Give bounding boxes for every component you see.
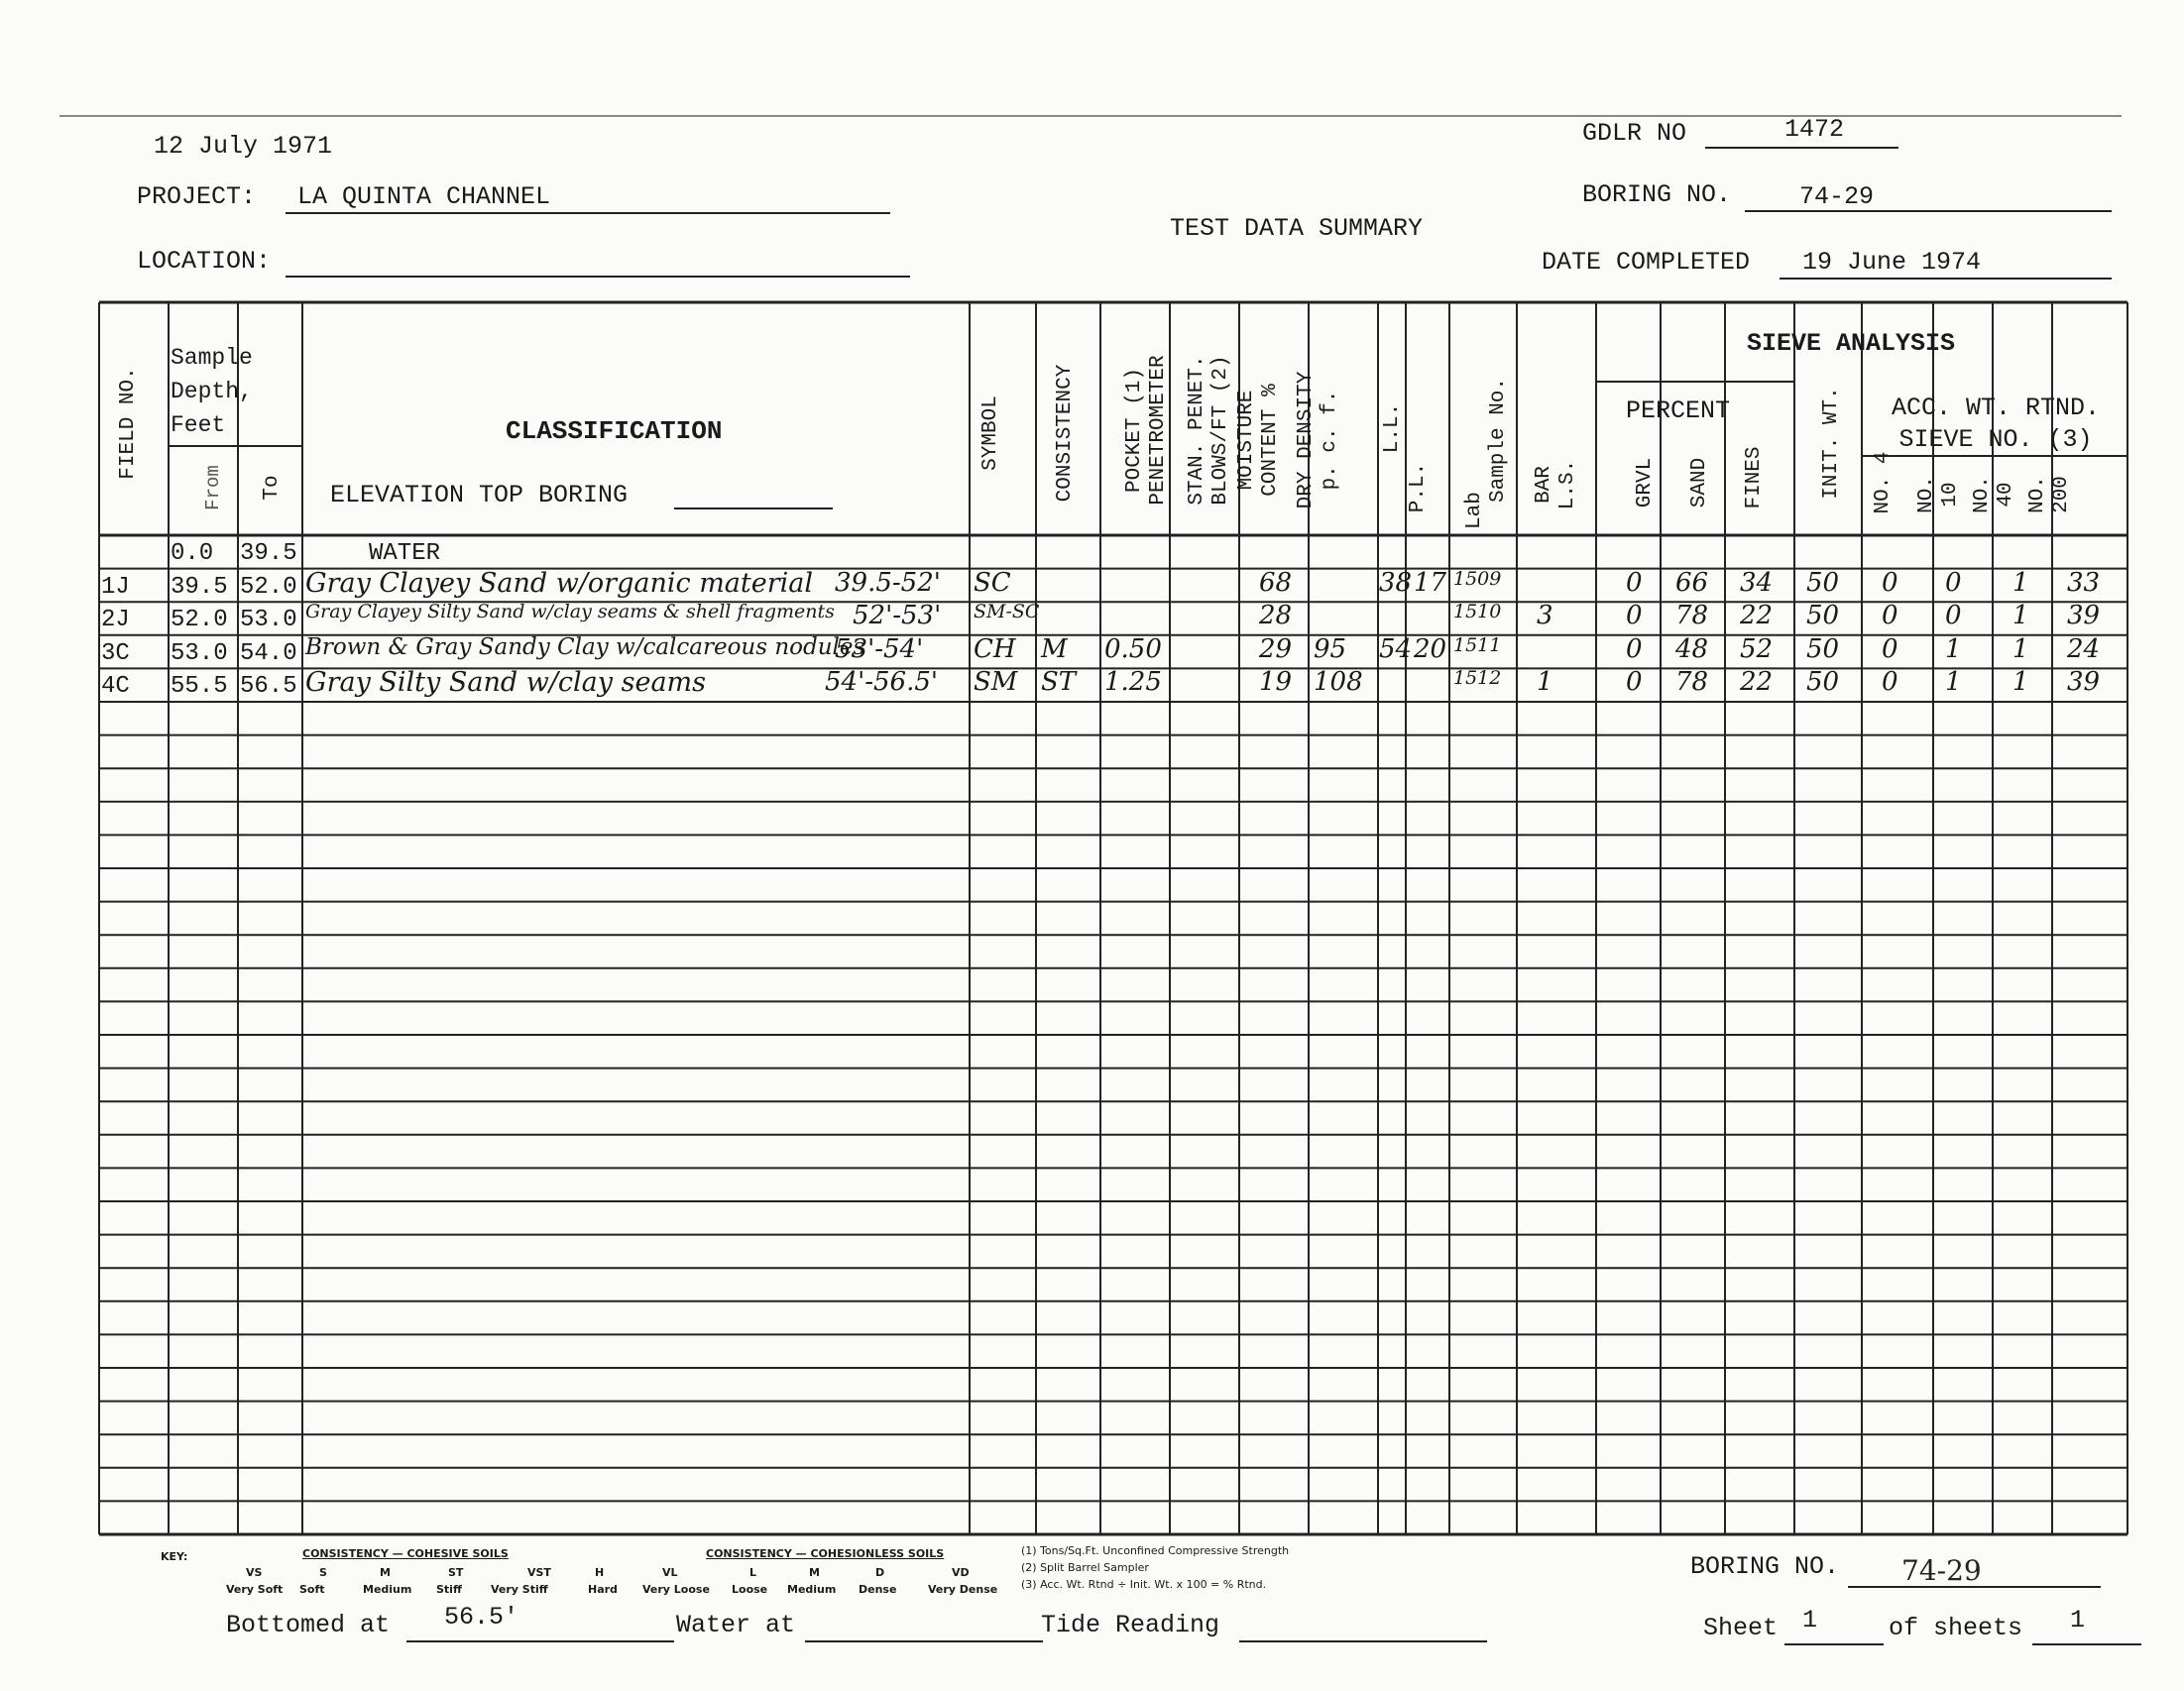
- col-fines: FINES: [1743, 446, 1766, 509]
- col-dry-density: DRY DENSITY p. c. f.: [1295, 371, 1341, 509]
- fines-cell: 22: [1740, 601, 1774, 631]
- col-field-no: FIELD NO.: [117, 367, 140, 480]
- dry-density-cell: 95: [1314, 633, 1347, 664]
- no200-cell: 24: [2067, 633, 2101, 664]
- key-entry: M: [809, 1566, 820, 1579]
- no40-cell: 1: [2012, 567, 2029, 598]
- moisture-cell: 29: [1259, 633, 1293, 664]
- ll-cell: 38: [1379, 567, 1413, 598]
- field-no-cell: 2J: [101, 607, 130, 634]
- pocket-pen-cell: 0.50: [1104, 633, 1162, 664]
- ll-cell: 54: [1379, 633, 1413, 664]
- of-sheets-underline: [2032, 1643, 2141, 1645]
- project-value: LA QUINTA CHANNEL: [297, 182, 551, 211]
- of-sheets-value: 1: [2070, 1606, 2086, 1635]
- bottomed-label: Bottomed at: [226, 1611, 391, 1639]
- gdlr-value: 1472: [1784, 115, 1845, 144]
- col-pocket-penetrometer: POCKET (1) PENETROMETER: [1123, 355, 1170, 506]
- classification-depth-note: 54'-56.5': [825, 667, 939, 698]
- col-percent: PERCENT: [1626, 396, 1731, 425]
- note-1: (1) Tons/Sq.Ft. Unconfined Compressive Strength: [1021, 1544, 1290, 1557]
- no4-cell: 0: [1882, 567, 1898, 598]
- footer-boring-value: 74-29: [1901, 1554, 1982, 1587]
- no40-cell: 1: [2012, 601, 2029, 631]
- sand-cell: 78: [1675, 601, 1709, 631]
- symbol-cell: SM-SC: [974, 601, 1040, 623]
- col-lab-sample: Lab Sample No.: [1463, 377, 1510, 529]
- pl-cell: 20: [1414, 633, 1447, 664]
- sheet-underline: [1784, 1643, 1884, 1645]
- depth-from-cell: 53.0: [171, 639, 228, 667]
- col-sieve-analysis: SIEVE ANALYSIS: [1747, 329, 1956, 358]
- pl-cell: 17: [1414, 567, 1447, 598]
- no200-cell: 39: [2067, 601, 2101, 631]
- classification-cell: Gray Clayey Silty Sand w/clay seams & shell fragments: [305, 601, 835, 623]
- date-completed-label: DATE COMPLETED: [1542, 248, 1751, 277]
- sand-cell: 78: [1675, 667, 1709, 698]
- moisture-cell: 28: [1259, 601, 1293, 631]
- depth-from-cell: 39.5: [171, 573, 228, 601]
- col-pl: P.L.: [1407, 462, 1430, 513]
- dry-density-cell: 108: [1314, 667, 1363, 698]
- document-title: TEST DATA SUMMARY: [1170, 214, 1424, 243]
- no4-cell: 0: [1882, 633, 1898, 664]
- col-from: From: [202, 465, 224, 510]
- key-entry: ST: [448, 1566, 464, 1579]
- col-no40: NO. 40: [1971, 476, 2017, 513]
- key-entry: Loose: [732, 1583, 768, 1596]
- no10-cell: 0: [1945, 601, 1962, 631]
- fines-cell: 52: [1740, 633, 1774, 664]
- key-entry: S: [319, 1566, 327, 1579]
- col-no10: NO. 10: [1915, 476, 1962, 513]
- cohesionless-title: CONSISTENCY — COHESIONLESS SOILS: [706, 1547, 945, 1560]
- col-no4: NO. 4: [1872, 451, 1895, 514]
- of-sheets-label: of sheets: [1889, 1614, 2023, 1642]
- key-entry: D: [875, 1566, 885, 1579]
- symbol-cell: SM: [974, 667, 1018, 698]
- symbol-cell: SC: [974, 567, 1011, 598]
- fines-cell: 34: [1740, 567, 1774, 598]
- field-no-cell: 4C: [101, 673, 130, 701]
- key-entry: Stiff: [436, 1583, 462, 1596]
- key-entry: L: [749, 1566, 757, 1579]
- key-entry: VST: [527, 1566, 551, 1579]
- col-init-wt: INIT. WT.: [1820, 387, 1843, 500]
- key-entry: Hard: [588, 1583, 618, 1596]
- col-sand: SAND: [1688, 457, 1711, 508]
- tide-label: Tide Reading: [1041, 1611, 1220, 1639]
- init-wt-cell: 50: [1806, 567, 1840, 598]
- depth-to-cell: 54.0: [240, 639, 297, 667]
- init-wt-cell: 50: [1806, 667, 1840, 698]
- col-to: To: [261, 475, 284, 501]
- location-label: LOCATION:: [137, 247, 272, 276]
- grvl-cell: 0: [1626, 633, 1643, 664]
- footer-boring-underline: [1848, 1586, 2101, 1588]
- key-entry: VL: [662, 1566, 678, 1579]
- no4-cell: 0: [1882, 601, 1898, 631]
- no200-cell: 33: [2067, 567, 2101, 598]
- lab-sample-cell: 1509: [1453, 567, 1502, 590]
- key-entry: Medium: [787, 1583, 837, 1596]
- key-label: KEY:: [161, 1550, 188, 1563]
- note-2: (2) Split Barrel Sampler: [1021, 1561, 1149, 1574]
- fines-cell: 22: [1740, 667, 1774, 698]
- sheet-label: Sheet: [1703, 1614, 1779, 1642]
- classification-depth-note: 53'-54': [835, 633, 924, 664]
- col-moisture: MOISTURE CONTENT %: [1235, 384, 1282, 497]
- grvl-cell: 0: [1626, 601, 1643, 631]
- boring-value: 74-29: [1799, 182, 1875, 211]
- note-3: (3) Acc. Wt. Rtnd ÷ Init. Wt. x 100 = % Rtnd.: [1021, 1578, 1267, 1591]
- depth-to-cell: 53.0: [240, 607, 297, 634]
- col-consistency: CONSISTENCY: [1054, 364, 1077, 503]
- key-entry: Very Stiff: [491, 1583, 548, 1596]
- bottomed-underline: [406, 1640, 674, 1642]
- classification-depth-note: 39.5-52': [835, 567, 941, 598]
- depth-from-cell: 0.0: [171, 540, 214, 567]
- no40-cell: 1: [2012, 633, 2029, 664]
- sand-cell: 66: [1675, 567, 1709, 598]
- field-no-cell: 1J: [101, 573, 130, 601]
- key-entry: VS: [246, 1566, 263, 1579]
- classification-cell: Gray Silty Sand w/clay seams: [305, 667, 706, 699]
- no40-cell: 1: [2012, 667, 2029, 698]
- classification-cell: WATER: [369, 540, 441, 567]
- init-wt-cell: 50: [1806, 633, 1840, 664]
- date-completed-value: 19 June 1974: [1802, 248, 1982, 277]
- col-symbol: SYMBOL: [979, 395, 1002, 471]
- col-ll: L.L.: [1381, 402, 1404, 454]
- boring-label: BORING NO.: [1582, 180, 1732, 209]
- lab-sample-cell: 1510: [1453, 601, 1502, 623]
- tide-underline: [1239, 1640, 1487, 1642]
- symbol-cell: CH: [974, 633, 1016, 664]
- depth-to-cell: 56.5: [240, 673, 297, 701]
- key-entry: H: [595, 1566, 605, 1579]
- col-sample-depth: Sample Depth, Feet: [171, 345, 253, 438]
- depth-from-cell: 55.5: [171, 673, 228, 701]
- key-entry: Dense: [859, 1583, 897, 1596]
- report-date: 12 July 1971: [154, 132, 333, 161]
- key-entry: Very Loose: [642, 1583, 710, 1596]
- moisture-cell: 19: [1259, 667, 1293, 698]
- init-wt-cell: 50: [1806, 601, 1840, 631]
- water-underline: [805, 1640, 1043, 1642]
- project-label: PROJECT:: [137, 182, 257, 211]
- key-entry: Soft: [299, 1583, 325, 1596]
- col-no200: NO. 200: [2026, 476, 2073, 513]
- key-entry: Very Soft: [226, 1583, 284, 1596]
- depth-to-cell: 39.5: [240, 540, 297, 567]
- key-entry: VD: [952, 1566, 970, 1579]
- classification-cell: Brown & Gray Sandy Clay w/calcareous nodules: [305, 633, 865, 660]
- grvl-cell: 0: [1626, 667, 1643, 698]
- consistency-cell: M: [1041, 633, 1068, 664]
- field-no-cell: 3C: [101, 639, 130, 667]
- water-label: Water at: [676, 1611, 796, 1639]
- grvl-cell: 0: [1626, 567, 1643, 598]
- elevation-underline: [674, 507, 833, 509]
- moisture-cell: 68: [1259, 567, 1293, 598]
- no200-cell: 39: [2067, 667, 2101, 698]
- depth-to-cell: 52.0: [240, 573, 297, 601]
- col-acc-wt: ACC. WT. RTND. SIEVE NO. (3): [1891, 394, 2101, 454]
- lab-sample-cell: 1512: [1453, 667, 1502, 690]
- depth-from-cell: 52.0: [171, 607, 228, 634]
- consistency-cell: ST: [1041, 667, 1077, 698]
- no10-cell: 1: [1945, 667, 1962, 698]
- col-elevation: ELEVATION TOP BORING: [330, 481, 629, 509]
- col-grvl: GRVL: [1634, 457, 1657, 508]
- no10-cell: 0: [1945, 567, 1962, 598]
- key-entry: Medium: [363, 1583, 412, 1596]
- bottomed-value: 56.5': [444, 1603, 519, 1632]
- lab-sample-cell: 1511: [1453, 633, 1502, 656]
- no4-cell: 0: [1882, 667, 1898, 698]
- col-classification: CLASSIFICATION: [506, 416, 723, 446]
- footer-boring-label: BORING NO.: [1690, 1552, 1840, 1581]
- gdlr-label: GDLR NO: [1582, 119, 1687, 148]
- col-stan-penet: STAN. PENET. BLOWS/FT (2): [1186, 355, 1232, 506]
- classification-depth-note: 52'-53': [853, 601, 942, 631]
- sand-cell: 48: [1675, 633, 1709, 664]
- key-entry: Very Dense: [928, 1583, 998, 1596]
- no10-cell: 1: [1945, 633, 1962, 664]
- col-bar-ls: BAR L.S.: [1533, 459, 1579, 510]
- bar-ls-cell: 1: [1537, 667, 1553, 698]
- cohesive-title: CONSISTENCY — COHESIVE SOILS: [302, 1547, 509, 1560]
- bar-ls-cell: 3: [1537, 601, 1553, 631]
- classification-cell: Gray Clayey Sand w/organic material: [305, 567, 813, 599]
- sheet-value: 1: [1802, 1606, 1818, 1635]
- key-entry: M: [380, 1566, 391, 1579]
- pocket-pen-cell: 1.25: [1104, 667, 1162, 698]
